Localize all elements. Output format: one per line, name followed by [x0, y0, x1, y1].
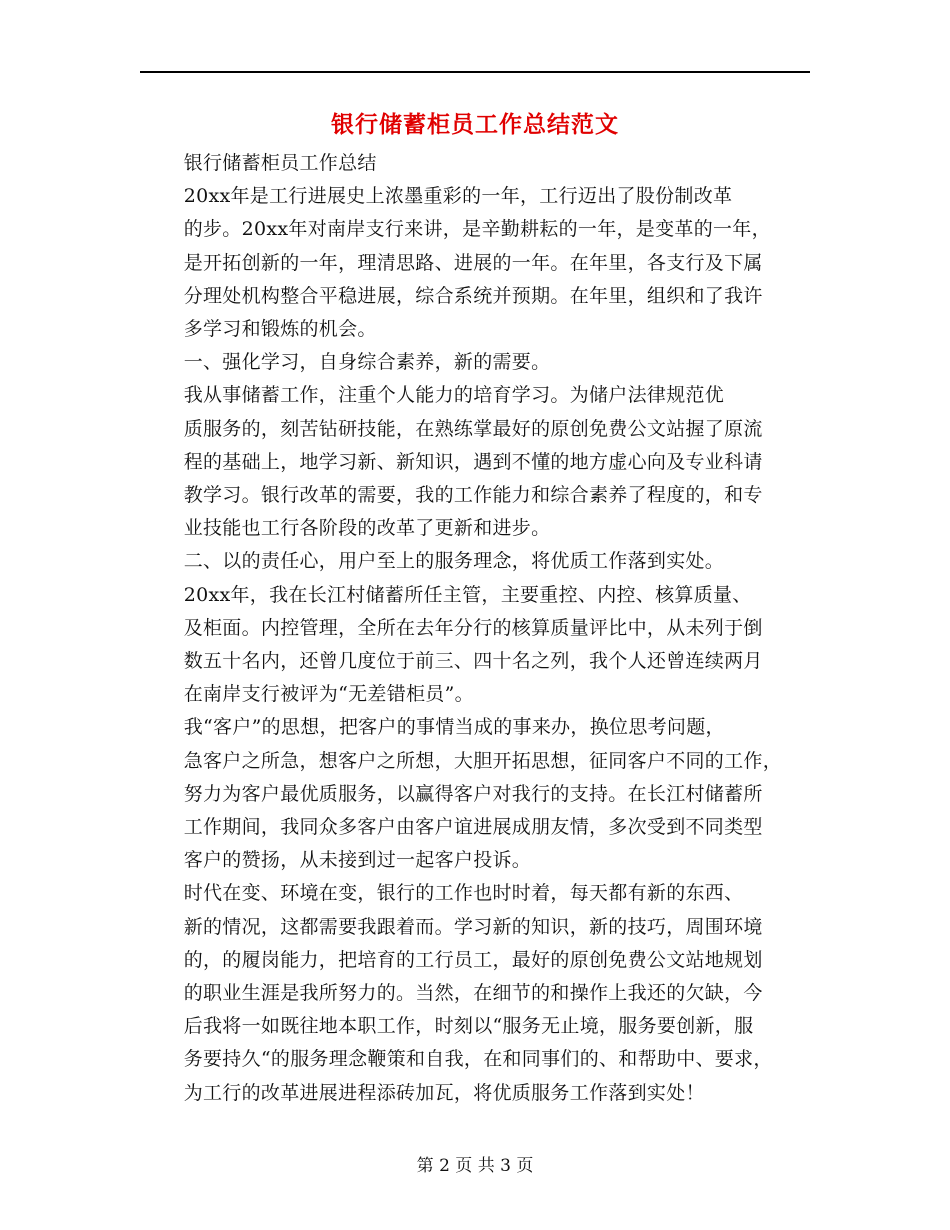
paragraph-line: 时代在变、环境在变，银行的工作也时时着，每天都有新的东西、: [183, 882, 744, 905]
paragraph-line: 20xx年是工行进展史上浓墨重彩的一年，工行迈出了股份制改革: [183, 185, 733, 208]
paragraph-line: 是开拓创新的一年，理清思路、进展的一年。在年里，各支行及下属: [183, 251, 763, 274]
paragraph-line: 后我将一如既往地本职工作，时刻以“服务无止境，服务要创新，服: [183, 1015, 754, 1038]
paragraph-line: 20xx年，我在长江村储蓄所任主管，主要重控、内控、核算质量、: [183, 583, 752, 606]
paragraph-line: 工作期间，我同众多客户由客户谊进展成朋友情，多次受到不同类型: [183, 816, 763, 839]
paragraph-line: 的，的履岗能力，把培育的工行员工，最好的原创免费公文站地规划: [183, 948, 763, 971]
paragraph: [140, 545, 815, 578]
paragraph-line: 质服务的，刻苦钻研技能，在熟练掌最好的原创免费公文站握了原流: [183, 417, 763, 440]
paragraph: [140, 711, 815, 877]
paragraph-line: 银行储蓄柜员工作总结: [183, 152, 377, 174]
paragraph-line: 的职业生涯是我所努力的。当然，在细节的和操作上我还的欠缺，今: [183, 982, 763, 1005]
paragraph-line: 我从事储蓄工作，注重个人能力的培育学习。为储户法律规范优: [183, 384, 725, 407]
paragraph: [140, 877, 815, 1109]
paragraph-line: 及柜面。内控管理，全所在去年分行的核算质量评比中，从未列于倒: [183, 616, 763, 639]
paragraph-line: 一、强化学习，自身综合素养，新的需要。: [183, 351, 551, 374]
paragraph-line: 为工行的改革进展进程添砖加瓦，将优质服务工作落到实处！: [183, 1081, 705, 1104]
paragraph-line: 急客户之所急，想客户之所想，大胆开拓思想，征同客户不同的工作，: [183, 749, 782, 772]
paragraph: [140, 379, 815, 545]
paragraph-line: 二、以的责任心，用户至上的服务理念，将优质工作落到实处。: [183, 550, 725, 573]
paragraph-line: 我“客户”的思想，把客户的事情当成的事来办，换位思考问题，: [183, 716, 725, 739]
paragraph-line: 务要持久“的服务理念鞭策和自我，在和同事们的、和帮助中、要求，: [183, 1048, 773, 1071]
paragraph-line: 程的基础上，地学习新、新知识，遇到不懂的地方虚心向及专业科请: [183, 450, 763, 473]
paragraph-line: 数五十名内，还曾几度位于前三、四十名之列，我个人还曾连续两月: [183, 650, 763, 673]
paragraph-line: 业技能也工行各阶段的改革了更新和进步。: [183, 517, 551, 540]
paragraph-line: 客户的赞扬，从未接到过一起客户投诉。: [183, 849, 532, 872]
document-body: [140, 147, 815, 1110]
paragraph: [140, 147, 815, 180]
header-rule: [140, 71, 810, 73]
paragraph-line: 分理处机构整合平稳进展，综合系统并预期。在年里，组织和了我许: [183, 284, 763, 307]
paragraph-line: 努力为客户最优质服务，以赢得客户对我行的支持。在长江村储蓄所: [183, 782, 763, 805]
paragraph-line: 在南岸支行被评为“无差错柜员”。: [183, 683, 474, 706]
paragraph-line: 新的情况，这都需要我跟着而。学习新的知识，新的技巧，周围环境: [183, 915, 763, 938]
paragraph-line: 教学习。银行改革的需要，我的工作能力和综合素养了程度的，和专: [183, 484, 763, 507]
paragraph: [140, 579, 815, 712]
paragraph: [140, 180, 815, 346]
paragraph-line: 的步。20xx年对南岸支行来讲，是辛勤耕耘的一年，是变革的一年，: [183, 218, 771, 241]
paragraph-line: 多学习和锻炼的机会。: [183, 318, 377, 341]
page-footer: 第 2 页 共 3 页: [416, 1156, 534, 1176]
document-title: 银行储蓄柜员工作总结范文: [331, 111, 619, 138]
paragraph: [140, 346, 815, 379]
